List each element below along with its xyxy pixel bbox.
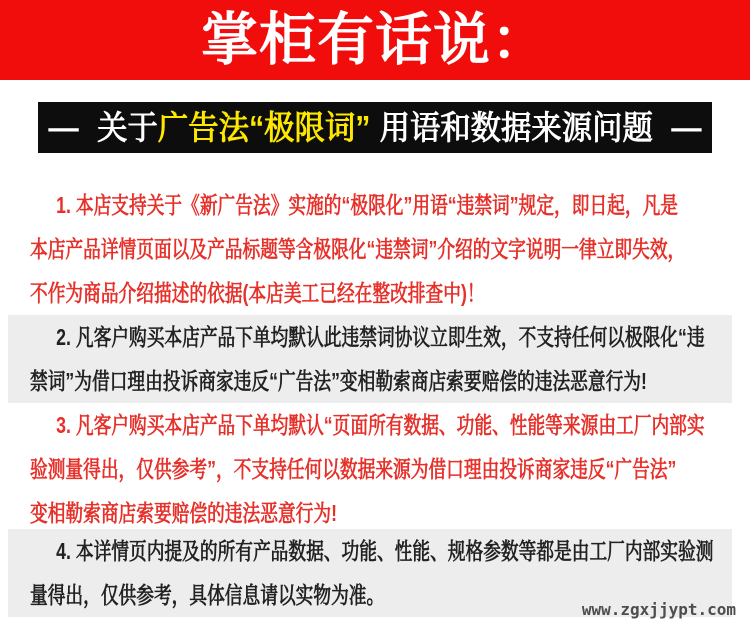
notice-highlight: 广告法“极限词” xyxy=(157,109,371,146)
disclaimer-content xyxy=(0,183,750,617)
headline-banner xyxy=(0,0,750,80)
watermark-url: www.zgxjjypt.com xyxy=(581,600,736,619)
disclaimer-paragraph-3 xyxy=(0,403,750,535)
notice-bar-text xyxy=(48,111,701,144)
paragraph-line: 不作为商品介绍描述的依据(本店美工已经在整改排查中)！ xyxy=(30,280,485,306)
paragraph-line: 本店产品详情页面以及产品标题等含极限化“违禁词”介绍的文字说明一律立即失效， xyxy=(30,236,686,262)
disclaimer-paragraph-2 xyxy=(30,315,732,403)
paragraph-line: 验测量得出，仅供参考”，不支持任何以数据来源为借口理由投诉商家违反“广告法” xyxy=(30,456,677,482)
paragraph-line: 禁词”为借口理由投诉商家违反“广告法”变相勒索商店索要赔偿的违法恶意行为! xyxy=(30,368,647,394)
disclaimer-paragraph-1 xyxy=(0,183,750,315)
paragraph-line: 2. 凡客户购买本店产品下单均默认此违禁词协议立即生效，不支持任何以极限化“违 xyxy=(56,324,705,350)
paragraph-line: 变相勒索商店索要赔偿的违法恶意行为! xyxy=(30,500,337,526)
paragraph-line: 4. 本详情页内提及的所有产品数据、功能、性能、规格参数等都是由工厂内部实验测 xyxy=(56,538,714,564)
gray-highlight-block-2 xyxy=(8,315,732,403)
paragraph-line: 1. 本店支持关于《新广告法》实施的“极限化”用语“违禁词”规定，即日起，凡是 xyxy=(56,192,679,218)
paragraph-line: 3. 凡客户购买本店产品下单均默认“页面所有数据、功能、性能等来源由工厂内部实 xyxy=(56,412,705,438)
notice-suffix: 用语和数据来源问题 xyxy=(379,109,653,146)
notice-bar xyxy=(38,102,712,153)
page-title: 掌柜有话说： xyxy=(201,7,549,72)
em-dash-left: — xyxy=(48,109,79,146)
em-dash-right: — xyxy=(671,109,702,146)
notice-prefix: 关于 xyxy=(97,109,158,146)
paragraph-line: 量得出，仅供参考，具体信息请以实物为准。 xyxy=(30,582,385,608)
